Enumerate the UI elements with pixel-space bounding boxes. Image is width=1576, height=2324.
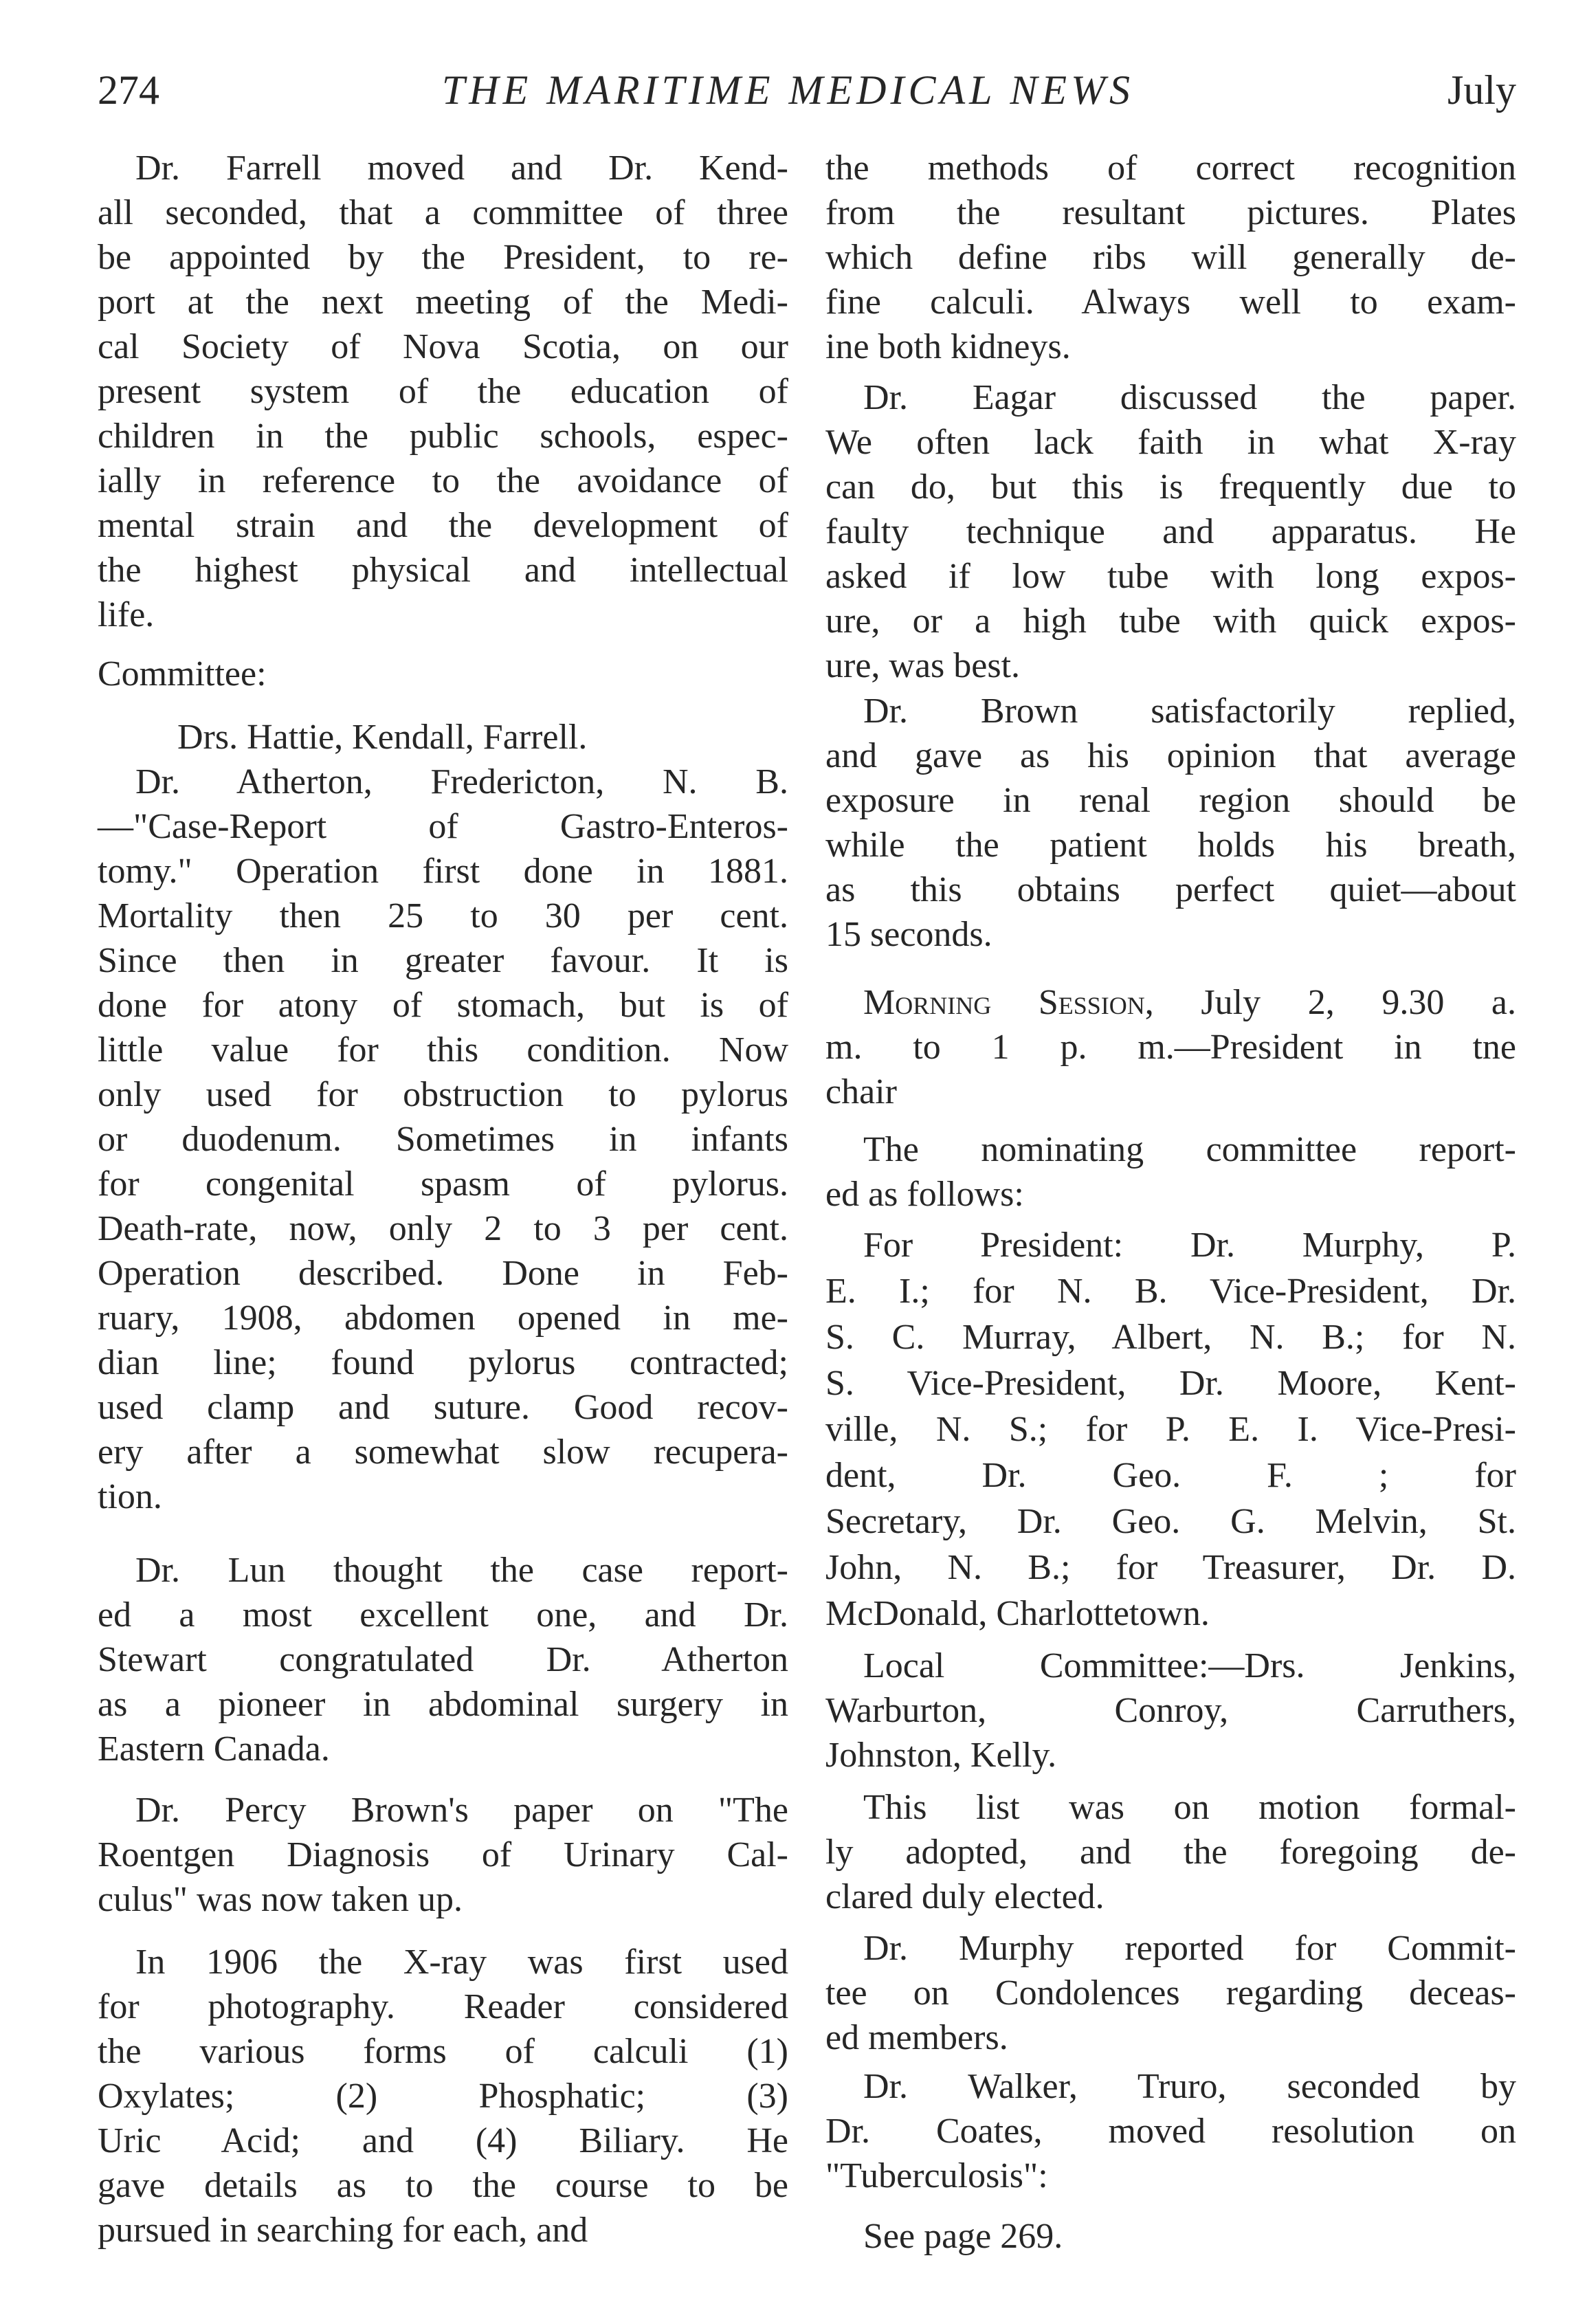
text-line: for congenital spasm of pylorus. — [98, 1164, 788, 1204]
text-line: from the resultant pictures. Plates — [825, 193, 1516, 232]
text-line: dian line; found pylorus contracted; — [98, 1343, 788, 1382]
running-month: July — [1447, 67, 1516, 113]
text-line: fine calculi. Always well to exam- — [825, 283, 1516, 322]
text-line: for photography. Reader considered — [98, 1987, 788, 2026]
text-line: little value for this condition. Now — [98, 1030, 788, 1070]
paragraph-brown-reply — [825, 689, 1516, 957]
text-line: mental strain and the development of — [98, 506, 788, 545]
text-line: ed members. — [825, 2018, 1008, 2057]
text-line: Oxylates; (2) Phosphatic; (3) — [98, 2077, 788, 2116]
text-line: the methods of correct recognition — [825, 148, 1516, 188]
text-line: be appointed by the President, to re- — [98, 238, 788, 277]
text-line: Death-rate, now, only 2 to 3 per cent. — [98, 1209, 788, 1248]
text-line: culus" was now taken up. — [98, 1880, 463, 1919]
text-line: ed a most excellent one, and Dr. — [98, 1595, 788, 1635]
text-line: See page 269. — [863, 2217, 1063, 2256]
text-line: only used for obstruction to pylorus — [98, 1075, 788, 1114]
text-line: exposure in renal region should be — [825, 781, 1516, 820]
text-line: used clamp and suture. Good recov- — [98, 1388, 788, 1427]
text-line: while the patient holds his breath, — [825, 826, 1516, 865]
text-line: Eastern Canada. — [98, 1729, 330, 1769]
text-line: Secretary, Dr. Geo. G. Melvin, St. — [825, 1502, 1516, 1541]
text-line: Operation described. Done in Feb- — [98, 1254, 788, 1293]
text-line: Dr. Eagar discussed the paper. — [863, 378, 1516, 417]
text-line: ed as follows: — [825, 1175, 1024, 1214]
paragraph-atherton-case-report — [98, 760, 788, 1519]
text-line: S. C. Murray, Albert, N. B.; for N. — [825, 1318, 1516, 1357]
paragraph-officer-nominations — [825, 1222, 1516, 1637]
text-line: children in the public schools, espec- — [98, 417, 788, 456]
text-line: E. I.; for N. B. Vice-President, Dr. — [825, 1272, 1516, 1311]
text-line: Stewart congratulated Dr. Atherton — [98, 1640, 788, 1679]
paragraph-xray-calculi — [98, 1940, 788, 2253]
text-line: ine both kidneys. — [825, 327, 1071, 366]
text-line: "Tuberculosis": — [825, 2156, 1048, 2195]
text-line: present system of the education of — [98, 372, 788, 411]
session-label: Morning Session, — [863, 983, 1154, 1022]
page-number: 274 — [98, 67, 159, 113]
text-line: done for atony of stomach, but is of — [98, 986, 788, 1025]
text-line: ially in reference to the avoidance of — [98, 461, 788, 500]
paragraph-lun-discussion — [98, 1548, 788, 1771]
paragraph-nominating-committee — [825, 1127, 1516, 1217]
text-line: ruary, 1908, abdomen opened in me- — [98, 1298, 788, 1338]
text-line: 15 seconds. — [825, 915, 992, 954]
text-line: or duodenum. Sometimes in infants — [98, 1120, 788, 1159]
text-line: Drs. Hattie, Kendall, Farrell. — [177, 718, 588, 757]
text-line: McDonald, Charlottetown. — [825, 1594, 1210, 1633]
text-line: Mortality then 25 to 30 per cent. — [98, 896, 788, 936]
running-title: THE MARITIME MEDICAL NEWS — [441, 67, 1135, 113]
text-line: port at the next meeting of the Medi- — [98, 283, 788, 322]
committee-heading — [98, 652, 788, 696]
text-line: Local Committee:—Drs. Jenkins, — [863, 1646, 1516, 1685]
text-line: tomy." Operation first done in 1881. — [98, 852, 788, 891]
text-line: In 1906 the X-ray was first used — [135, 1943, 788, 1982]
text-line: Dr. Coates, moved resolution on — [825, 2112, 1516, 2151]
text-line: ly adopted, and the foregoing de- — [825, 1833, 1516, 1872]
text-line: life. — [98, 595, 155, 634]
text-line: ure, or a high tube with quick expos- — [825, 601, 1516, 641]
paragraph-condolences — [825, 1926, 1516, 2060]
text-line: For President: Dr. Murphy, P. — [863, 1226, 1516, 1265]
paragraph-committee-motion — [98, 146, 788, 637]
text-line: dent, Dr. Geo. F. ; for — [825, 1456, 1516, 1495]
text-line: Dr. Walker, Truro, seconded by — [863, 2067, 1516, 2106]
text-line: as a pioneer in abdominal surgery in — [98, 1685, 788, 1724]
committee-members — [177, 715, 587, 760]
paragraph-eagar-discussion — [825, 375, 1516, 688]
text-line: This list was on motion formal- — [863, 1788, 1516, 1827]
text-line: We often lack faith in what X-ray — [825, 423, 1516, 462]
text-line: asked if low tube with long expos- — [825, 557, 1516, 596]
text-line: The nominating committee report- — [863, 1130, 1516, 1169]
text-line: S. Vice-President, Dr. Moore, Kent- — [825, 1364, 1516, 1403]
text-line: —"Case-Report of Gastro-Enteros- — [98, 807, 788, 846]
text-line — [825, 980, 1516, 1025]
text-line: Dr. Percy Brown's paper on "The — [135, 1791, 788, 1830]
text-line: tion. — [98, 1477, 162, 1516]
text-line: ville, N. S.; for P. E. I. Vice-Presi- — [825, 1410, 1516, 1449]
text-line: m. to 1 p. m.—President in tne — [825, 1028, 1516, 1067]
text-line: Uric Acid; and (4) Biliary. He — [98, 2121, 788, 2160]
text-line: ery after a somewhat slow recupera- — [98, 1432, 788, 1472]
text-line: and gave as his opinion that average — [825, 736, 1516, 775]
text-line: Dr. Murphy reported for Commit- — [863, 1929, 1516, 1968]
text-line: tee on Condolences regarding deceas- — [825, 1973, 1516, 2013]
paragraph-xray-continued — [825, 146, 1516, 369]
text-line: gave details as to the course to be — [98, 2166, 788, 2205]
text-line: clared duly elected. — [825, 1877, 1105, 1916]
text-line: John, N. B.; for Treasurer, Dr. D. — [825, 1548, 1516, 1587]
text-line: chair — [825, 1072, 897, 1111]
paragraph-list-adopted — [825, 1785, 1516, 1919]
session-text: July 2, 9.30 a. — [1201, 983, 1517, 1022]
text-line: faulty technique and apparatus. He — [825, 512, 1516, 551]
text-line: Since then in greater favour. It is — [98, 941, 788, 980]
text-line: Dr. Brown satisfactorily replied, — [863, 691, 1516, 731]
text-line: Dr. Lun thought the case report- — [135, 1551, 788, 1590]
text-line: pursued in searching for each, and — [98, 2211, 588, 2250]
text-line: Warburton, Conroy, Carruthers, — [825, 1691, 1516, 1730]
paragraph-tuberculosis-resolution — [825, 2064, 1516, 2198]
text-line: ure, was best. — [825, 646, 1021, 685]
paragraph-local-committee — [825, 1644, 1516, 1778]
text-line: Roentgen Diagnosis of Urinary Cal- — [98, 1835, 788, 1874]
text-line: Dr. Farrell moved and Dr. Kend- — [135, 148, 788, 188]
text-line: which define ribs will generally de- — [825, 238, 1516, 277]
text-line: as this obtains perfect quiet—about — [825, 870, 1516, 909]
text-line: Committee: — [98, 654, 267, 694]
text-line: the various forms of calculi (1) — [98, 2032, 788, 2071]
text-line: Johnston, Kelly. — [825, 1736, 1057, 1775]
paragraph-see-page — [825, 2214, 1516, 2259]
paragraph-brown-paper — [98, 1788, 788, 1922]
text-line: the highest physical and intellectual — [98, 551, 788, 590]
text-line: cal Society of Nova Scotia, on our — [98, 327, 788, 366]
paragraph-morning-session — [825, 980, 1516, 1114]
text-line: can do, but this is frequently due to — [825, 467, 1516, 507]
text-line: Dr. Atherton, Fredericton, N. B. — [135, 762, 788, 801]
text-line: all seconded, that a committee of three — [98, 193, 788, 232]
